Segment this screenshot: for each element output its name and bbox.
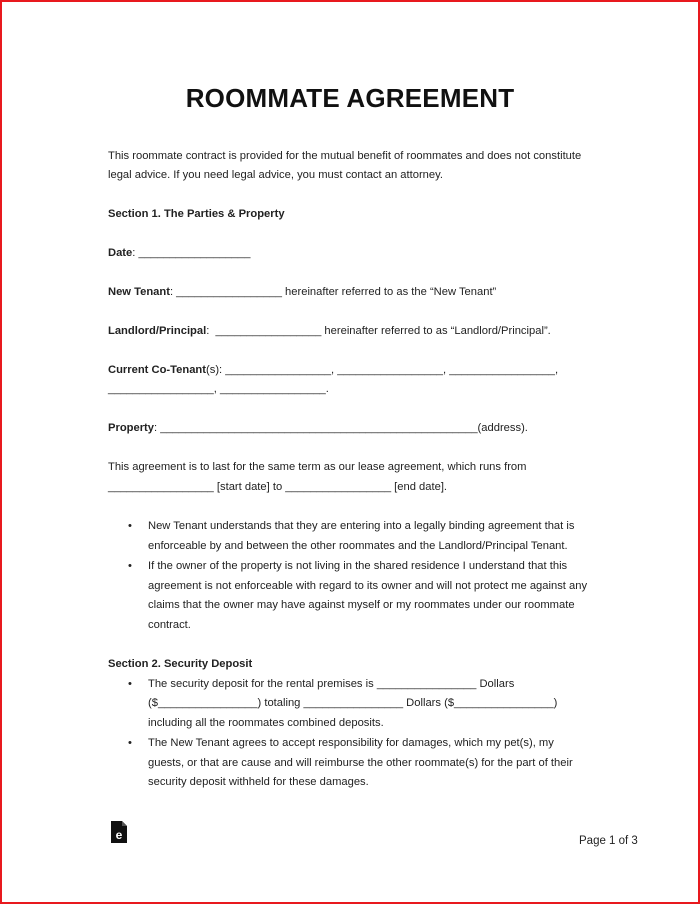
damages-bullet-line-3: security deposit withheld for these damages.: [148, 776, 369, 788]
landlord-field: [108, 324, 551, 338]
bullet-1-line-1: New Tenant understands that they are entering into a legally binding agreement that is: [148, 520, 575, 532]
bullet-marker: •: [128, 678, 132, 690]
new-tenant-text: : _________________ hereinafter referred to as the “New Tenant”: [169, 286, 497, 298]
deposit-bullet-line-2: ($________________) totaling ________________ Dollars ($________________): [148, 697, 558, 709]
date-field: [108, 246, 250, 260]
deposit-bullet-line-1: The security deposit for the rental premises is ________________ Dollars: [148, 678, 515, 690]
cotenant-field: [108, 363, 558, 377]
bullet-marker: •: [128, 737, 132, 749]
term-line-2: _________________ [start date] to _________________ [end date].: [108, 481, 448, 493]
damages-bullet-line-2: guests, or that are cause and will reimburse the other roommate(s) for the part of their: [148, 757, 573, 769]
term-line-1: This agreement is to last for the same term as our lease agreement, which runs from: [108, 461, 527, 473]
intro-line-2: legal advice. If you need legal advice, you must contact an attorney.: [108, 169, 443, 181]
damages-bullet-line-1: The New Tenant agrees to accept responsibility for damages, which my pet(s), my: [148, 737, 554, 749]
bullet-marker: •: [128, 560, 132, 572]
bullet-2-line-2: agreement is not enforceable with regard to its owner and will not protect me against any: [148, 580, 588, 592]
property-field: [108, 421, 528, 435]
cotenant-text: (s): _________________, _________________, _________________,: [206, 364, 559, 376]
cotenant-line-2: _________________, _________________.: [108, 383, 329, 395]
bullet-2-line-1: If the owner of the property is not living in the shared residence I understand that this: [148, 560, 568, 572]
bullet-2-line-4: contract.: [148, 619, 191, 631]
document-title: ROOMMATE AGREEMENT: [185, 83, 515, 113]
page-number: Page 1 of 3: [579, 835, 638, 847]
new-tenant-label: New Tenant: [108, 286, 170, 298]
svg-text:e: e: [115, 828, 123, 842]
date-label: Date: [108, 247, 133, 259]
property-label: Property: [108, 422, 155, 434]
bullet-1-line-2: enforceable by and between the other roommates and the Landlord/Principal Tenant.: [148, 540, 568, 552]
new-tenant-field: [108, 285, 496, 299]
section-2-heading: Section 2. Security Deposit: [108, 658, 253, 670]
bullet-2-line-3: claims that the owner may have against myself or my roommates under our roommate: [148, 599, 575, 611]
section-1-heading: Section 1. The Parties & Property: [108, 208, 285, 220]
bullet-marker: •: [128, 520, 132, 532]
cotenant-label: Current Co-Tenant: [108, 364, 206, 376]
deposit-bullet-line-3: including all the roommates combined deposits.: [148, 717, 384, 729]
landlord-text: : _________________ hereinafter referred to as “Landlord/Principal”.: [206, 325, 551, 337]
property-text: : ___________________________________________________(address).: [154, 422, 528, 434]
date-blank: : __________________: [132, 247, 251, 259]
landlord-label: Landlord/Principal: [108, 325, 207, 337]
eforms-logo-icon: [110, 820, 128, 844]
intro-line-1: This roommate contract is provided for the mutual benefit of roommates and does not constitute: [108, 150, 582, 162]
